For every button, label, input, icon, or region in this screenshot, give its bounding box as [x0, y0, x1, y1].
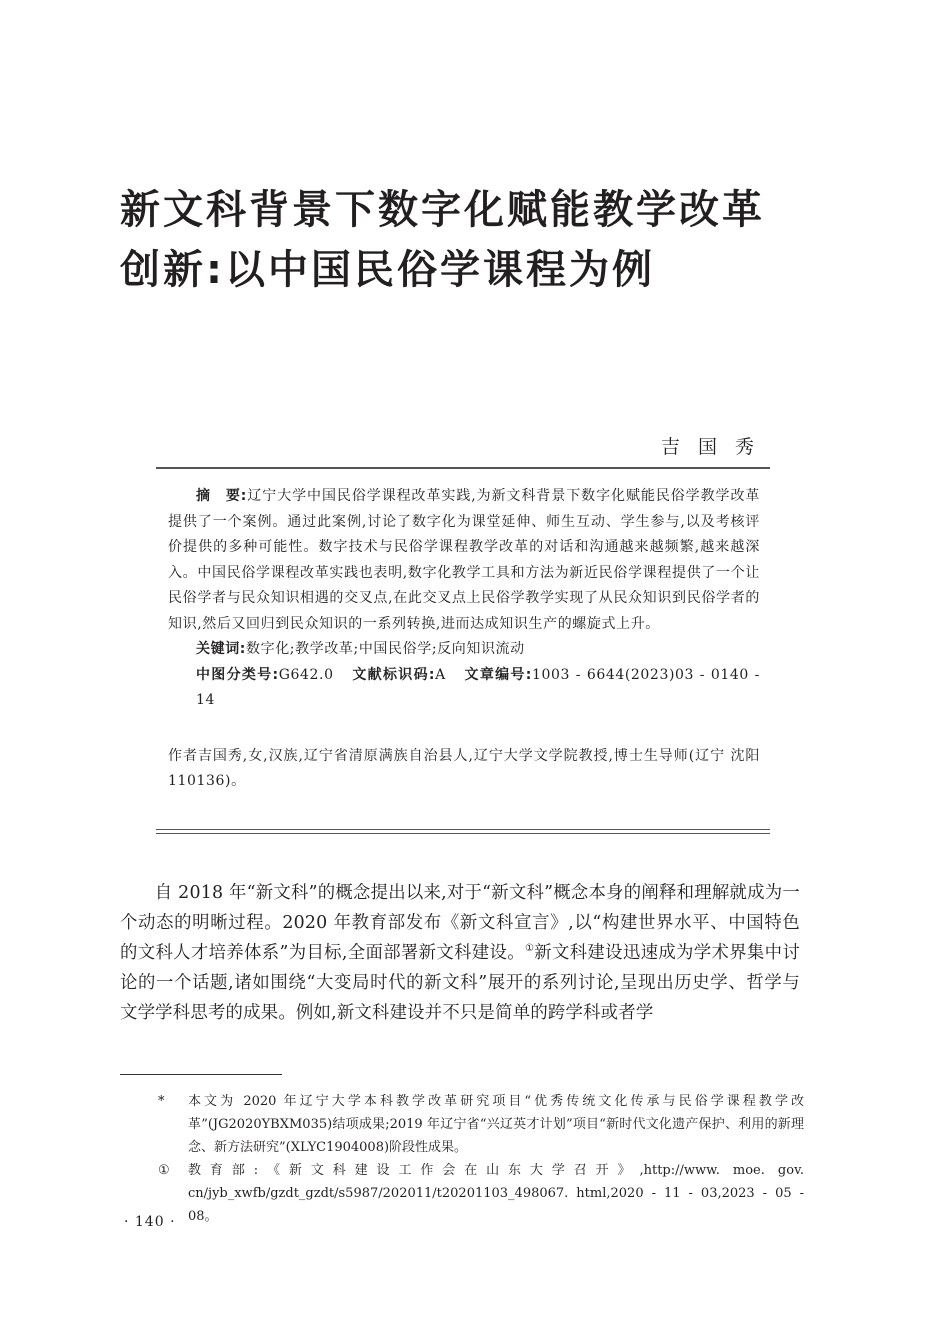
footnote-mark: ①	[158, 1163, 170, 1178]
author-info: 作者吉国秀,女,汉族,辽宁省清原满族自治县人,辽宁大学文学院教授,博士生导师(辽宁 沈阳 110136)。	[168, 747, 775, 789]
page-number: · 140 ·	[124, 1214, 176, 1230]
keywords-text: 数字化;教学改革;中国民俗学;反向知识流动	[246, 641, 525, 657]
doc-code-value: A	[435, 666, 446, 683]
clc-label: 中图分类号:	[196, 666, 279, 683]
footnote-mark: *	[158, 1094, 165, 1109]
body-text	[120, 878, 800, 1028]
abstract-bottom-rule-2	[156, 833, 770, 834]
footnote-funding	[158, 1090, 804, 1159]
article-no-value: 1003 - 6644(2023)03 - 0140 - 14	[196, 666, 760, 708]
abstract-top-rule	[156, 467, 770, 469]
footnotes	[158, 1090, 804, 1228]
abstract-label: 摘 要:	[196, 488, 247, 504]
footnote-rule	[120, 1074, 282, 1075]
abstract-paragraph	[168, 484, 760, 637]
doc-code-label: 文献标识码:	[351, 666, 436, 683]
classification-line	[196, 663, 760, 714]
title-line-1: 新文科背景下数字化赋能教学改革	[120, 187, 765, 233]
footnote-text: 本文为 2020 年辽宁大学本科教学改革研究项目“优秀传统文化传承与民俗学课程教学改革”(JG2020YBXM035)结项成果;2019 年辽宁省“兴辽英才计划”项目“新时代文化遗产保护、利用的新理念、新方法研究”(XLYC1904008)阶段性成果。	[188, 1094, 804, 1155]
abstract-text: 辽宁大学中国民俗学课程改革实践,为新文科背景下数字化赋能民俗学教学改革提供了一个案例。通过此案例,讨论了数字化为课堂延伸、师生互动、学生参与,以及考核评价提供的多种可能性。数字技术与民俗学课程教学改革的对话和沟通越来越频繁,越来越深入。中国民俗学课程改革实践也表明,数字化教学工具和方法为新近民俗学课程提供了一个让民俗学者与民众知识相遇的交叉点,在此交叉点上民俗学教学实现了从民众知识到民俗学者的知识,然后又回归到民众知识的一系列转换,进而达成知识生产的螺旋式上升。	[168, 488, 761, 632]
footnote-ref-1[interactable]: ①	[524, 943, 535, 955]
keywords-line	[196, 637, 760, 663]
abstract-bottom-rule-1	[156, 829, 770, 830]
body-text-part-2: 新文科建设迅速成为学术界集中讨论的一个话题,诸如围绕“大变局时代的新文科”展开的系列讨论,呈现出历史学、哲学与文学学科思考的成果。例如,新文科建设并不只是简单的跨学科或者学	[120, 943, 800, 1023]
clc-value: G642.0	[278, 666, 334, 683]
footnote-1	[158, 1159, 804, 1228]
footnote-text: 教育部:《新文科建设工作会在山东大学召开》,http://www. moe. gov. cn/jyb_xwfb/gzdt_gzdt/s5987/202011/t20201103_498067. html,2020 - 11 - 03,2023 - 05 - 08。	[188, 1163, 804, 1224]
article-no-label: 文章编号:	[463, 666, 532, 683]
body-text-part-1: 自 2018 年“新文科”的概念提出以来,对于“新文科”概念本身的阐释和理解就成为一个动态的明晰过程。2020 年教育部发布《新文科宣言》,以“构建世界水平、中国特色的文科人才培养体系”为目标,全面部署新文科建设。	[120, 883, 800, 963]
abstract-box	[168, 484, 775, 795]
body-paragraph	[120, 878, 800, 1028]
author-name: 吉 国 秀	[660, 436, 760, 458]
title-line-2: 创新:以中国民俗学课程为例	[120, 247, 655, 293]
article-title	[120, 180, 840, 300]
keywords-label: 关键词:	[196, 641, 246, 657]
